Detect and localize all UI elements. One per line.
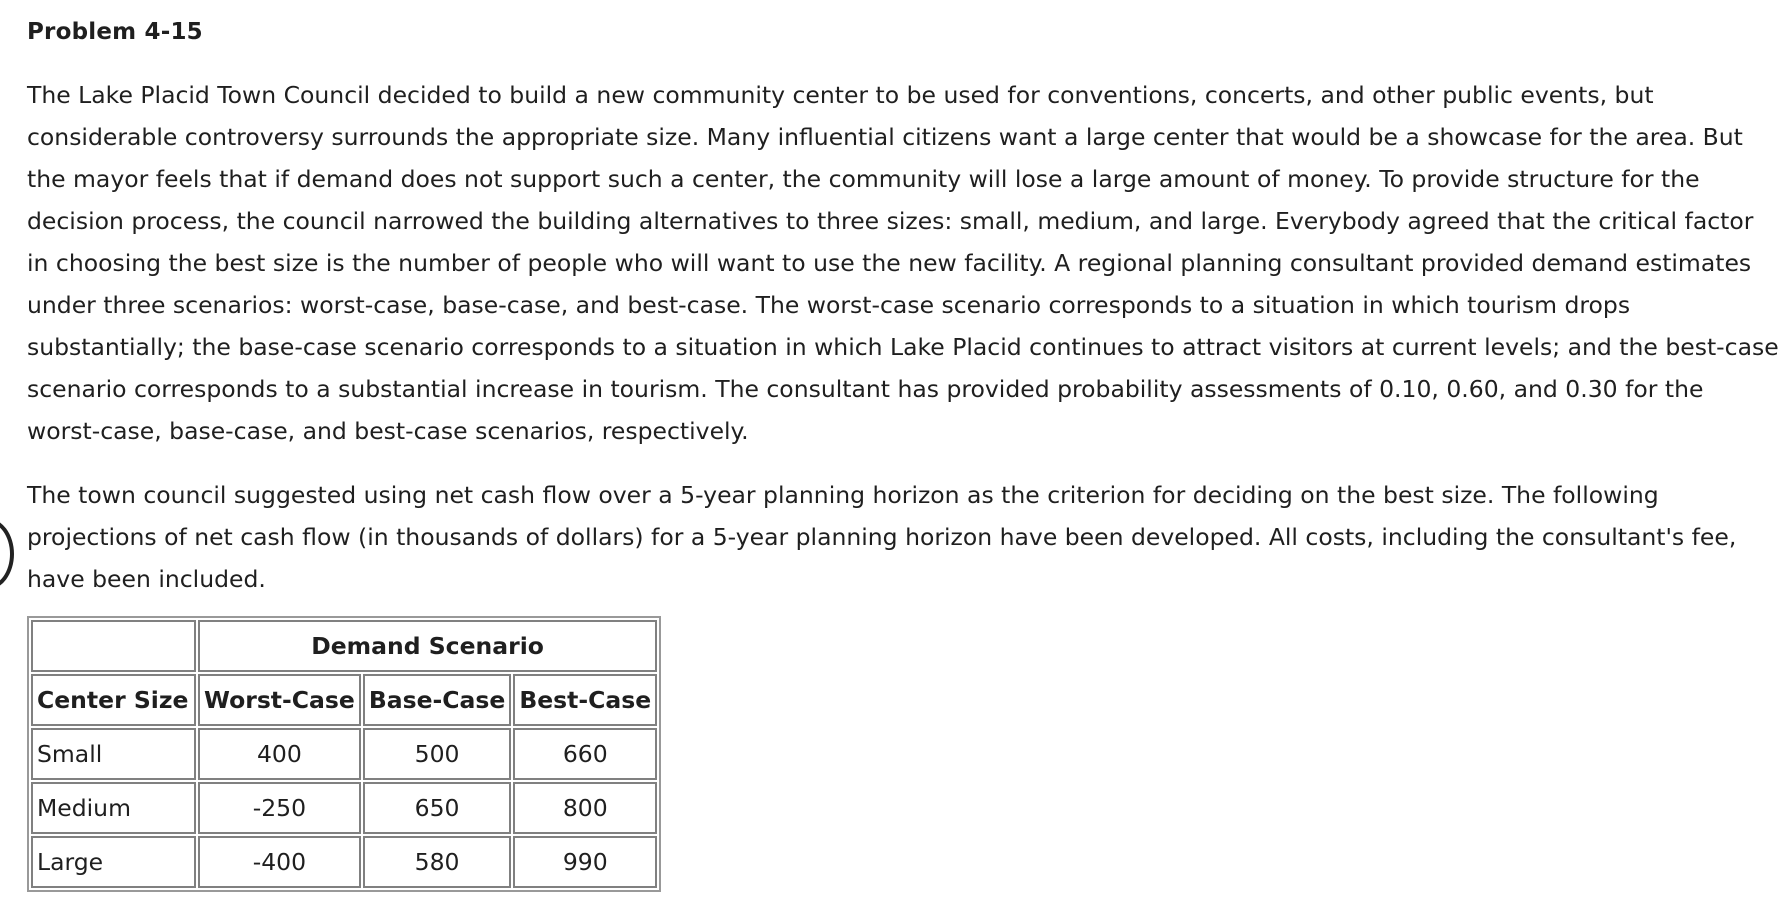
problem-content — [27, 16, 1779, 892]
criterion-paragraph: The town council suggested using net cash flow over a 5-year planning horizon as the criterion for deciding on the best size. The following projections of net cash flow (in thousands of dollars) for a 5-year planning horizon have been developed. All costs, including the consultant's fee, have been included. — [27, 481, 1737, 593]
table-cell: 660 — [513, 728, 657, 780]
table-cell: 800 — [513, 782, 657, 834]
table-cell: -250 — [198, 782, 361, 834]
table-header-row — [31, 620, 657, 672]
worst-case-header: Worst-Case — [198, 674, 361, 726]
row-label-small: Small — [31, 728, 196, 780]
net-cash-flow-table — [27, 616, 661, 892]
table-column-header-row — [31, 674, 657, 726]
row-label-large: Large — [31, 836, 196, 888]
table-row — [31, 728, 657, 780]
best-case-header: Best-Case — [513, 674, 657, 726]
table-cell: -400 — [198, 836, 361, 888]
problem-description-paragraph: The Lake Placid Town Council decided to build a new community center to be used for conventions, concerts, and other public events, but considerable controversy surrounds the appropriate size. Many influential citizens want a large center that would be a showcase for the area. But the mayor feels that if demand does not support such a center, the community will lose a large amount of money. To provide structure for the decision process, the council narrowed the building alternatives to three sizes: small, medium, and large. Everybody agreed that the critical factor in choosing the best size is the number of people who will want to use the new facility. A regional planning consultant provided demand estimates under three scenarios: worst-case, base-case, and best-case. The worst-case scenario corresponds to a situation in which tourism drops substantially; the base-case scenario corresponds to a situation in which Lake Placid continues to attract visitors at current levels; and the best-case scenario corresponds to a substantial increase in tourism. The consultant has provided probability assessments of 0.10, 0.60, and 0.30 for the worst-case, base-case, and best-case scenarios, respectively. — [27, 81, 1779, 445]
table-row — [31, 782, 657, 834]
row-label-medium: Medium — [31, 782, 196, 834]
table-cell: 400 — [198, 728, 361, 780]
decorative-circle-mark — [0, 518, 14, 590]
table-row — [31, 836, 657, 888]
table-cell: 500 — [363, 728, 511, 780]
table-cell: 650 — [363, 782, 511, 834]
table-cell: 990 — [513, 836, 657, 888]
demand-scenario-header: Demand Scenario — [198, 620, 657, 672]
problem-title: Problem 4-15 — [27, 19, 203, 45]
table-cell: 580 — [363, 836, 511, 888]
base-case-header: Base-Case — [363, 674, 511, 726]
empty-corner-cell — [31, 620, 196, 672]
center-size-header: Center Size — [31, 674, 196, 726]
